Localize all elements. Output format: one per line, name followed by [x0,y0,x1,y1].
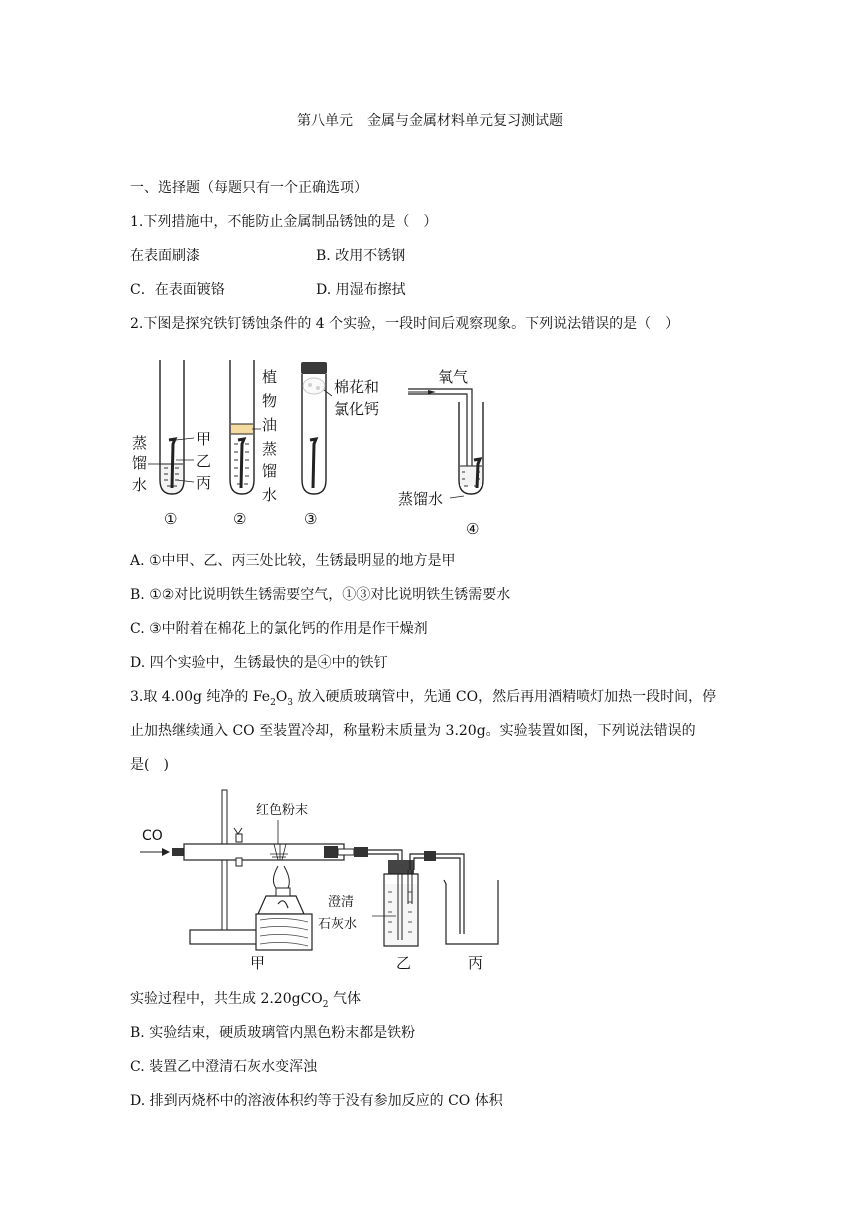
tube2-label-zhi: 植 [262,368,278,386]
test-tube-1 [132,360,211,528]
q1-stem: 1.下列措施中，不能防止金属制品锈蚀的是（ ） [130,214,438,230]
tube2-label-wu: 物 [262,392,278,410]
apparatus-bing-label: 丙 [468,954,484,972]
q1-option-c: C．在表面镀铬 [130,282,225,298]
co-reduction-figure [138,784,498,976]
tube1-label-shui: 水 [132,476,148,494]
section-heading: 一、选择题（每题只有一个正确选项） [130,180,368,196]
tube1-label-zheng: 蒸 [132,434,148,452]
q3-option-c: C. 装置乙中澄清石灰水变浑浊 [130,1059,318,1075]
limewater-label-1: 澄清 [328,895,355,910]
q3-option-d: D. 排到丙烧杯中的溶液体积约等于没有参加反应的 CO 体积 [130,1093,503,1109]
rust-experiment-figure [128,352,508,542]
q2-option-b: B. ①②对比说明铁生锈需要空气，①③对比说明铁生锈需要水 [130,587,511,603]
test-tube-3 [301,362,379,528]
tube1-label-yi: 乙 [196,452,212,470]
tube2-label-you: 油 [262,416,278,434]
apparatus-jia-label: 甲 [250,954,266,972]
tube1-label-bing: 丙 [196,474,212,492]
tube2-number: ② [233,510,247,528]
q3-option-a: 实验过程中，共生成 2.20gCO$_2$ 气体 [130,991,361,1010]
q2-stem: 2.下图是探究铁钉锈蚀条件的 4 个实验，一段时间后观察现象。下列说法错误的是（ ） [130,316,680,332]
tube2-label-shui: 水 [262,486,278,504]
tube3-label-line1: 棉花和 [334,378,380,396]
q3-stem-line1: 3.取 4.00g 纯净的 $Fe_2O_3$ 放入硬质玻璃管中，先通 CO，然后再用酒精喷灯加热一段时间，停 [130,689,717,708]
tube1-label-liu: 馏 [132,454,148,472]
tube1-number: ① [164,510,178,528]
tube1-label-jia: 甲 [196,430,212,448]
tube3-label-line2: 氯化钙 [334,400,380,418]
q3-stem-line3: 是( ) [130,757,169,773]
tube4-gas-label: 氧气 [438,368,469,386]
test-tube-4 [398,368,483,538]
limewater-label-2: 石灰水 [318,917,358,932]
apparatus-yi-label: 乙 [396,954,412,972]
q3-option-b: B. 实验结束，硬质玻璃管内黑色粉末都是铁粉 [130,1025,416,1041]
tube4-water-label: 蒸馏水 [398,490,444,508]
q1-option-d: D. 用湿布擦拭 [316,282,406,298]
tube2-label-liu: 馏 [262,462,278,480]
powder-label: 红色粉末 [256,803,309,818]
q2-option-c: C. ③中附着在棉花上的氯化钙的作用是作干燥剂 [130,621,428,637]
q1-option-b: B. 改用不锈钢 [316,248,406,264]
tube4-number: ④ [466,520,480,538]
q3-stem-line2: 止加热继续通入 CO 至装置冷却，称量粉末质量为 3.20g。实验装置如图，下列说法错误的 [130,723,696,739]
test-tube-2 [230,360,277,528]
tube3-number: ③ [304,510,318,528]
q1-option-a: 在表面刷漆 [130,248,200,264]
tube2-label-zheng: 蒸 [262,440,278,458]
q2-option-a: A. ①中甲、乙、丙三处比较，生锈最明显的地方是甲 [130,553,456,569]
page-title: 第八单元 金属与金属材料单元复习测试题 [297,113,563,129]
q2-option-d: D. 四个实验中，生锈最快的是④中的铁钉 [130,655,388,671]
co-label: CO [142,828,163,844]
